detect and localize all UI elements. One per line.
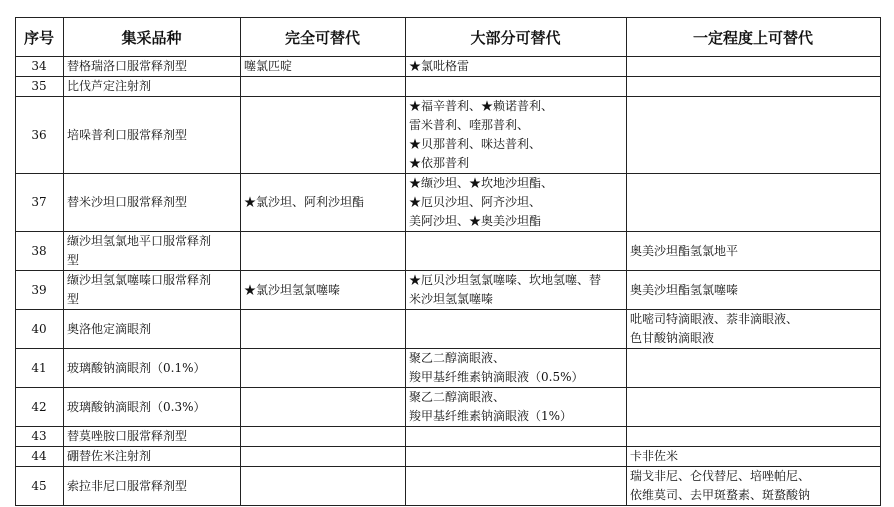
cell-text-line: ★依那普利 [409, 156, 470, 170]
cell-full-substitute [241, 388, 406, 427]
cell-text-line: 比伐芦定注射剂 [67, 79, 152, 93]
cell-text-line: 瑞戈非尼、仑伐替尼、培唑帕尼、 [630, 469, 811, 483]
cell-drug [64, 427, 241, 447]
cell-text-line: 聚乙二醇滴眼液、 [409, 351, 506, 365]
cell-text-line: 依维莫司、去甲斑蝥素、斑蝥酸钠 [630, 488, 811, 502]
cell-index: 41 [16, 349, 64, 388]
cell-drug [64, 467, 241, 506]
cell-text-line: ★氯沙坦氢氯噻嗪 [244, 282, 341, 297]
cell-partial-substitute [627, 388, 881, 427]
cell-index: 36 [16, 97, 64, 174]
drug-substitution-table [15, 17, 881, 506]
cell-text-line: 索拉非尼口服常释剂型 [67, 478, 188, 493]
cell-text-line: ★厄贝沙坦氢氯噻嗪、坎地氢噻、替 [409, 273, 602, 287]
cell-most-substitute [406, 97, 627, 174]
header-index: 序号 [16, 18, 64, 57]
cell-partial-substitute [627, 232, 881, 271]
cell-text-line: ★福辛普利、★赖诺普利、 [409, 99, 554, 113]
cell-partial-substitute [627, 271, 881, 310]
cell-partial-substitute [627, 467, 881, 506]
cell-full-substitute [241, 174, 406, 232]
cell-full-substitute [241, 97, 406, 174]
cell-text-line: 卡非佐米 [630, 449, 679, 463]
table-row [16, 97, 881, 174]
cell-text-line: 型 [67, 292, 80, 306]
cell-text-line: 奥美沙坦酯氢氯地平 [630, 243, 739, 258]
cell-text-line: 玻璃酸钠滴眼剂（0.3%） [67, 399, 206, 414]
cell-text-line: 替米沙坦口服常释剂型 [67, 195, 188, 209]
cell-drug [64, 232, 241, 271]
cell-text-line: ★氯吡格雷 [409, 59, 470, 73]
cell-index: 42 [16, 388, 64, 427]
cell-most-substitute [406, 388, 627, 427]
table-row [16, 232, 881, 271]
cell-partial-substitute [627, 427, 881, 447]
cell-text-line: 羧甲基纤维素钠滴眼液（1%） [409, 409, 573, 423]
cell-index: 45 [16, 467, 64, 506]
cell-text-line: 吡嘧司特滴眼液、萘非滴眼液、 [630, 312, 799, 326]
cell-index: 35 [16, 77, 64, 97]
cell-most-substitute [406, 310, 627, 349]
cell-drug [64, 388, 241, 427]
cell-drug [64, 97, 241, 174]
cell-full-substitute [241, 349, 406, 388]
cell-text-line: 培哚普利口服常释剂型 [67, 127, 188, 142]
cell-partial-substitute [627, 349, 881, 388]
cell-text-line: 替莫唑胺口服常释剂型 [67, 429, 188, 443]
cell-index: 44 [16, 447, 64, 467]
cell-partial-substitute [627, 97, 881, 174]
table-row [16, 427, 881, 447]
cell-drug [64, 77, 241, 97]
table-row [16, 271, 881, 310]
header-row [16, 18, 881, 57]
cell-index: 40 [16, 310, 64, 349]
table-row [16, 77, 881, 97]
cell-index: 38 [16, 232, 64, 271]
cell-full-substitute [241, 310, 406, 349]
cell-drug [64, 310, 241, 349]
cell-text-line: 缬沙坦氢氯噻嗪口服常释剂 [67, 273, 212, 287]
cell-most-substitute [406, 174, 627, 232]
cell-index: 34 [16, 57, 64, 77]
table-row [16, 310, 881, 349]
table-row [16, 174, 881, 232]
table-row [16, 447, 881, 467]
cell-partial-substitute [627, 174, 881, 232]
cell-most-substitute [406, 57, 627, 77]
cell-text-line: 羧甲基纤维素钠滴眼液（0.5%） [409, 370, 584, 384]
cell-text-line: 奥美沙坦酯氢氯噻嗪 [630, 282, 739, 297]
cell-text-line: 缬沙坦氢氯地平口服常释剂 [67, 234, 212, 248]
cell-partial-substitute [627, 310, 881, 349]
cell-text-line: 美阿沙坦、★奥美沙坦酯 [409, 214, 542, 228]
cell-text-line: ★厄贝沙坦、阿齐沙坦、 [409, 195, 542, 209]
cell-text-line: 奥洛他定滴眼剂 [67, 321, 152, 336]
cell-full-substitute [241, 427, 406, 447]
cell-partial-substitute [627, 447, 881, 467]
cell-text-line: 聚乙二醇滴眼液、 [409, 390, 506, 404]
cell-most-substitute [406, 232, 627, 271]
cell-most-substitute [406, 447, 627, 467]
table-header [16, 18, 881, 57]
table-body [16, 57, 881, 506]
header-partial-substitute: 一定程度上可替代 [627, 18, 881, 57]
table-row [16, 388, 881, 427]
cell-full-substitute [241, 232, 406, 271]
table-row [16, 349, 881, 388]
cell-text-line: 雷米普利、喹那普利、 [409, 118, 530, 132]
cell-most-substitute [406, 427, 627, 447]
header-full-substitute: 完全可替代 [241, 18, 406, 57]
cell-index: 43 [16, 427, 64, 447]
cell-full-substitute [241, 447, 406, 467]
cell-full-substitute [241, 77, 406, 97]
cell-text-line: 玻璃酸钠滴眼剂（0.1%） [67, 360, 206, 375]
cell-partial-substitute [627, 77, 881, 97]
cell-drug [64, 349, 241, 388]
header-drug: 集采品种 [64, 18, 241, 57]
cell-most-substitute [406, 77, 627, 97]
cell-partial-substitute [627, 57, 881, 77]
cell-text-line: 米沙坦氢氯噻嗪 [409, 292, 494, 306]
cell-most-substitute [406, 349, 627, 388]
cell-text-line: 型 [67, 253, 80, 267]
cell-full-substitute [241, 57, 406, 77]
cell-index: 39 [16, 271, 64, 310]
cell-index: 37 [16, 174, 64, 232]
cell-text-line: 色甘酸钠滴眼液 [630, 331, 715, 345]
cell-text-line: ★贝那普利、咪达普利、 [409, 137, 542, 151]
cell-text-line: 噻氯匹啶 [244, 59, 293, 73]
cell-text-line: 替格瑞洛口服常释剂型 [67, 59, 188, 73]
cell-text-line: ★缬沙坦、★坎地沙坦酯、 [409, 176, 554, 190]
table-row [16, 57, 881, 77]
cell-text-line: ★氯沙坦、阿利沙坦酯 [244, 195, 365, 209]
cell-drug [64, 57, 241, 77]
cell-full-substitute [241, 271, 406, 310]
cell-text-line: 硼替佐米注射剂 [67, 449, 152, 463]
header-most-substitute: 大部分可替代 [406, 18, 627, 57]
cell-drug [64, 174, 241, 232]
cell-most-substitute [406, 467, 627, 506]
cell-full-substitute [241, 467, 406, 506]
cell-drug [64, 447, 241, 467]
cell-drug [64, 271, 241, 310]
table-row [16, 467, 881, 506]
cell-most-substitute [406, 271, 627, 310]
